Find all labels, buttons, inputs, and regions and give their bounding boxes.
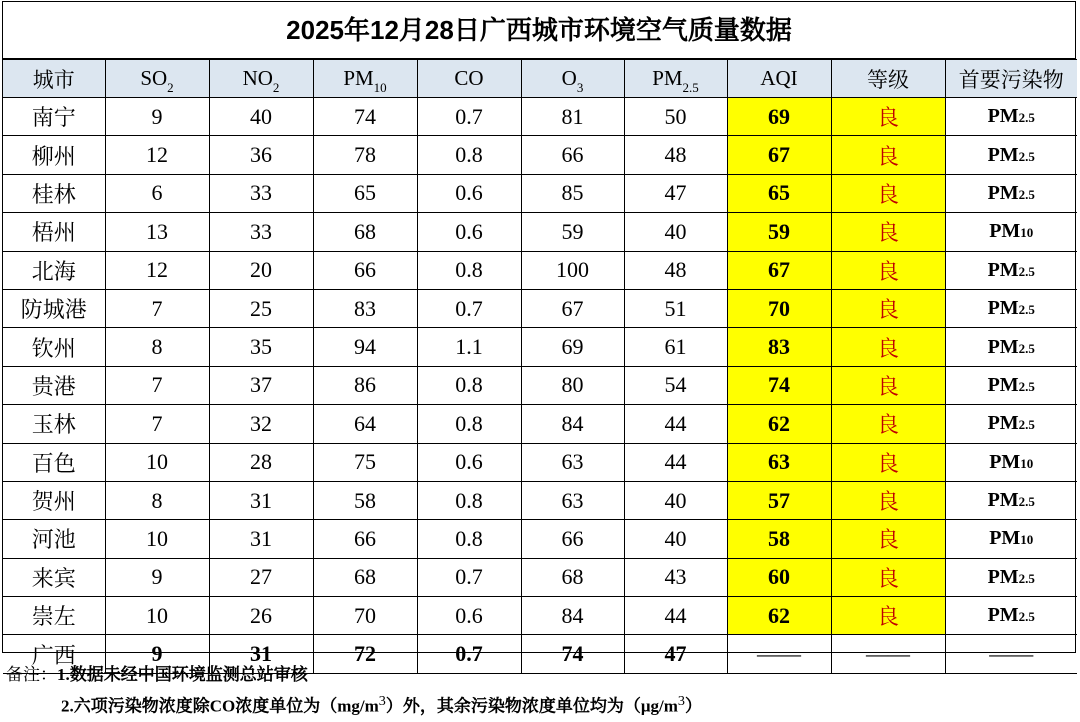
- cell-o3: 80: [521, 366, 624, 404]
- table-row: [3, 98, 1077, 136]
- cell-grade: 良: [831, 289, 945, 327]
- cell-pm10: 94: [313, 328, 417, 366]
- cell-o3: 68: [521, 558, 624, 596]
- cell-pm10: 75: [313, 443, 417, 481]
- cell-primary-pollutant: PM2.5: [945, 98, 1077, 136]
- header-co: CO: [417, 60, 521, 98]
- cell-aqi: 74: [727, 366, 831, 404]
- cell-primary-pollutant: PM2.5: [945, 366, 1077, 404]
- cell-grade: 良: [831, 558, 945, 596]
- cell-co: 0.7: [417, 558, 521, 596]
- cell-grade: 良: [831, 98, 945, 136]
- cell-no2: 35: [209, 328, 313, 366]
- cell-primary-pollutant: PM2.5: [945, 597, 1077, 635]
- cell-city: 钦州: [3, 328, 105, 366]
- cell-no2: 37: [209, 366, 313, 404]
- header-aqi: AQI: [727, 60, 831, 98]
- cell-grade: 良: [831, 366, 945, 404]
- cell-so2: 10: [105, 597, 209, 635]
- air-quality-table-frame: [2, 1, 1076, 668]
- header-grade: 等级: [831, 60, 945, 98]
- table-row: [3, 289, 1077, 327]
- cell-aqi: ——: [727, 635, 831, 673]
- header-row: [3, 60, 1077, 98]
- header-so2: $SO_2$: [105, 60, 209, 98]
- table-row: [3, 328, 1077, 366]
- cell-no2: 25: [209, 289, 313, 327]
- cell-pm10: 68: [313, 558, 417, 596]
- table-body: [3, 98, 1077, 635]
- header-no2: $NO_2$: [209, 60, 313, 98]
- cell-primary-pollutant: PM2.5: [945, 481, 1077, 519]
- table-title: 2025年12月28日广西城市环境空气质量数据: [3, 2, 1075, 59]
- cell-so2: 12: [105, 136, 209, 174]
- cell-so2: 7: [105, 289, 209, 327]
- cell-grade: 良: [831, 520, 945, 558]
- cell-primary-pollutant: PM10: [945, 443, 1077, 481]
- table-row: [3, 213, 1077, 251]
- cell-aqi: 60: [727, 558, 831, 596]
- cell-primary-pollutant: PM10: [945, 520, 1077, 558]
- cell-aqi: 69: [727, 98, 831, 136]
- cell-grade: 良: [831, 443, 945, 481]
- cell-no2: 26: [209, 597, 313, 635]
- cell-pm25: 48: [624, 136, 727, 174]
- cell-so2: 7: [105, 366, 209, 404]
- cell-primary-pollutant: PM2.5: [945, 405, 1077, 443]
- cell-aqi: 67: [727, 136, 831, 174]
- cell-no2: 36: [209, 136, 313, 174]
- cell-no2: 27: [209, 558, 313, 596]
- cell-pm10: 78: [313, 136, 417, 174]
- cell-grade: 良: [831, 251, 945, 289]
- cell-pm25: 47: [624, 635, 727, 673]
- cell-pm25: 47: [624, 174, 727, 212]
- cell-aqi: 63: [727, 443, 831, 481]
- header-city: 城市: [3, 60, 105, 98]
- cell-no2: 33: [209, 213, 313, 251]
- cell-so2: 12: [105, 251, 209, 289]
- cell-so2: 13: [105, 213, 209, 251]
- cell-pm25: 50: [624, 98, 727, 136]
- cell-pm25: 44: [624, 597, 727, 635]
- footnote-text-1: 1.数据未经中国环境监测总站审核: [57, 665, 308, 684]
- cell-o3: 66: [521, 136, 624, 174]
- cell-pm25: 40: [624, 481, 727, 519]
- cell-pm10: 65: [313, 174, 417, 212]
- cell-primary-pollutant: PM10: [945, 213, 1077, 251]
- cell-pm10: 68: [313, 213, 417, 251]
- table-row: [3, 174, 1077, 212]
- cell-co: 0.7: [417, 635, 521, 673]
- cell-co: 0.6: [417, 213, 521, 251]
- cell-so2: 9: [105, 98, 209, 136]
- cell-co: 0.6: [417, 174, 521, 212]
- cell-primary-pollutant: PM2.5: [945, 251, 1077, 289]
- cell-aqi: 67: [727, 251, 831, 289]
- cell-pm25: 51: [624, 289, 727, 327]
- cell-so2: 9: [105, 558, 209, 596]
- footnote-line-2: 2.六项污染物浓度除CO浓度单位为$(mg/m^3)$外，其余污染物浓度单位均为$(\mu g/m^3)$: [61, 693, 702, 716]
- cell-co: 1.1: [417, 328, 521, 366]
- cell-grade: 良: [831, 405, 945, 443]
- cell-o3: 74: [521, 635, 624, 673]
- cell-so2: 10: [105, 443, 209, 481]
- cell-pm10: 83: [313, 289, 417, 327]
- cell-city: 百色: [3, 443, 105, 481]
- cell-aqi: 57: [727, 481, 831, 519]
- cell-pm25: 40: [624, 213, 727, 251]
- cell-o3: 63: [521, 481, 624, 519]
- cell-o3: 84: [521, 405, 624, 443]
- cell-aqi: 59: [727, 213, 831, 251]
- cell-co: 0.8: [417, 366, 521, 404]
- table-row: [3, 136, 1077, 174]
- cell-pm25: 43: [624, 558, 727, 596]
- cell-co: 0.8: [417, 251, 521, 289]
- cell-no2: 33: [209, 174, 313, 212]
- cell-aqi: 65: [727, 174, 831, 212]
- cell-pm25: 61: [624, 328, 727, 366]
- cell-co: 0.8: [417, 520, 521, 558]
- cell-primary-pollutant: PM2.5: [945, 289, 1077, 327]
- cell-grade: 良: [831, 481, 945, 519]
- cell-o3: 67: [521, 289, 624, 327]
- cell-city: 桂林: [3, 174, 105, 212]
- table-row: [3, 366, 1077, 404]
- cell-city: 贵港: [3, 366, 105, 404]
- cell-so2: 9: [105, 635, 209, 673]
- cell-city: 梧州: [3, 213, 105, 251]
- footnote-label: 备注：: [6, 665, 57, 684]
- cell-city: 河池: [3, 520, 105, 558]
- cell-so2: 8: [105, 481, 209, 519]
- cell-pm25: 54: [624, 366, 727, 404]
- cell-no2: 28: [209, 443, 313, 481]
- cell-primary-pollutant: PM2.5: [945, 174, 1077, 212]
- cell-so2: 10: [105, 520, 209, 558]
- cell-co: 0.6: [417, 597, 521, 635]
- air-quality-table: [3, 59, 1077, 674]
- cell-pm10: 66: [313, 251, 417, 289]
- table-row: [3, 251, 1077, 289]
- cell-primary-pollutant: ——: [945, 635, 1077, 673]
- cell-o3: 100: [521, 251, 624, 289]
- footnote-line-1: [6, 662, 1076, 688]
- header-primary-pollutant: 首要污染物: [945, 60, 1077, 98]
- cell-o3: 84: [521, 597, 624, 635]
- cell-pm10: 66: [313, 520, 417, 558]
- cell-so2: 6: [105, 174, 209, 212]
- header-pm10: $PM_{10}$: [313, 60, 417, 98]
- cell-o3: 81: [521, 98, 624, 136]
- header-o3: $O_3$: [521, 60, 624, 98]
- cell-pm10: 58: [313, 481, 417, 519]
- cell-city: 崇左: [3, 597, 105, 635]
- cell-primary-pollutant: PM2.5: [945, 558, 1077, 596]
- cell-grade: 良: [831, 213, 945, 251]
- cell-city: 柳州: [3, 136, 105, 174]
- cell-aqi: 70: [727, 289, 831, 327]
- cell-no2: 40: [209, 98, 313, 136]
- cell-aqi: 62: [727, 597, 831, 635]
- table-row: [3, 558, 1077, 596]
- cell-co: 0.6: [417, 443, 521, 481]
- cell-aqi: 83: [727, 328, 831, 366]
- cell-co: 0.8: [417, 481, 521, 519]
- table-row: [3, 481, 1077, 519]
- cell-city: 广西: [3, 635, 105, 673]
- cell-pm25: 48: [624, 251, 727, 289]
- cell-pm10: 70: [313, 597, 417, 635]
- cell-primary-pollutant: PM2.5: [945, 328, 1077, 366]
- cell-pm25: 44: [624, 405, 727, 443]
- header-pm25: $PM_{2.5}$: [624, 60, 727, 98]
- cell-aqi: 62: [727, 405, 831, 443]
- table-row: [3, 405, 1077, 443]
- cell-no2: 32: [209, 405, 313, 443]
- cell-city: 防城港: [3, 289, 105, 327]
- cell-city: 贺州: [3, 481, 105, 519]
- cell-o3: 63: [521, 443, 624, 481]
- cell-co: 0.8: [417, 136, 521, 174]
- cell-co: 0.8: [417, 405, 521, 443]
- cell-o3: 69: [521, 328, 624, 366]
- cell-primary-pollutant: PM2.5: [945, 136, 1077, 174]
- table-row: [3, 443, 1077, 481]
- cell-co: 0.7: [417, 98, 521, 136]
- cell-no2: 31: [209, 520, 313, 558]
- table-row: [3, 597, 1077, 635]
- cell-so2: 7: [105, 405, 209, 443]
- cell-no2: 31: [209, 635, 313, 673]
- cell-grade: 良: [831, 174, 945, 212]
- cell-co: 0.7: [417, 289, 521, 327]
- table-row: [3, 520, 1077, 558]
- cell-no2: 31: [209, 481, 313, 519]
- cell-grade: 良: [831, 328, 945, 366]
- cell-city: 南宁: [3, 98, 105, 136]
- cell-city: 来宾: [3, 558, 105, 596]
- cell-pm25: 40: [624, 520, 727, 558]
- cell-grade: 良: [831, 597, 945, 635]
- cell-so2: 8: [105, 328, 209, 366]
- cell-no2: 20: [209, 251, 313, 289]
- cell-pm10: 74: [313, 98, 417, 136]
- cell-pm10: 72: [313, 635, 417, 673]
- footnotes: [6, 662, 1076, 720]
- cell-grade: ——: [831, 635, 945, 673]
- cell-pm25: 44: [624, 443, 727, 481]
- cell-grade: 良: [831, 136, 945, 174]
- cell-pm10: 86: [313, 366, 417, 404]
- cell-city: 北海: [3, 251, 105, 289]
- cell-city: 玉林: [3, 405, 105, 443]
- cell-o3: 66: [521, 520, 624, 558]
- cell-pm10: 64: [313, 405, 417, 443]
- cell-o3: 59: [521, 213, 624, 251]
- cell-aqi: 58: [727, 520, 831, 558]
- cell-o3: 85: [521, 174, 624, 212]
